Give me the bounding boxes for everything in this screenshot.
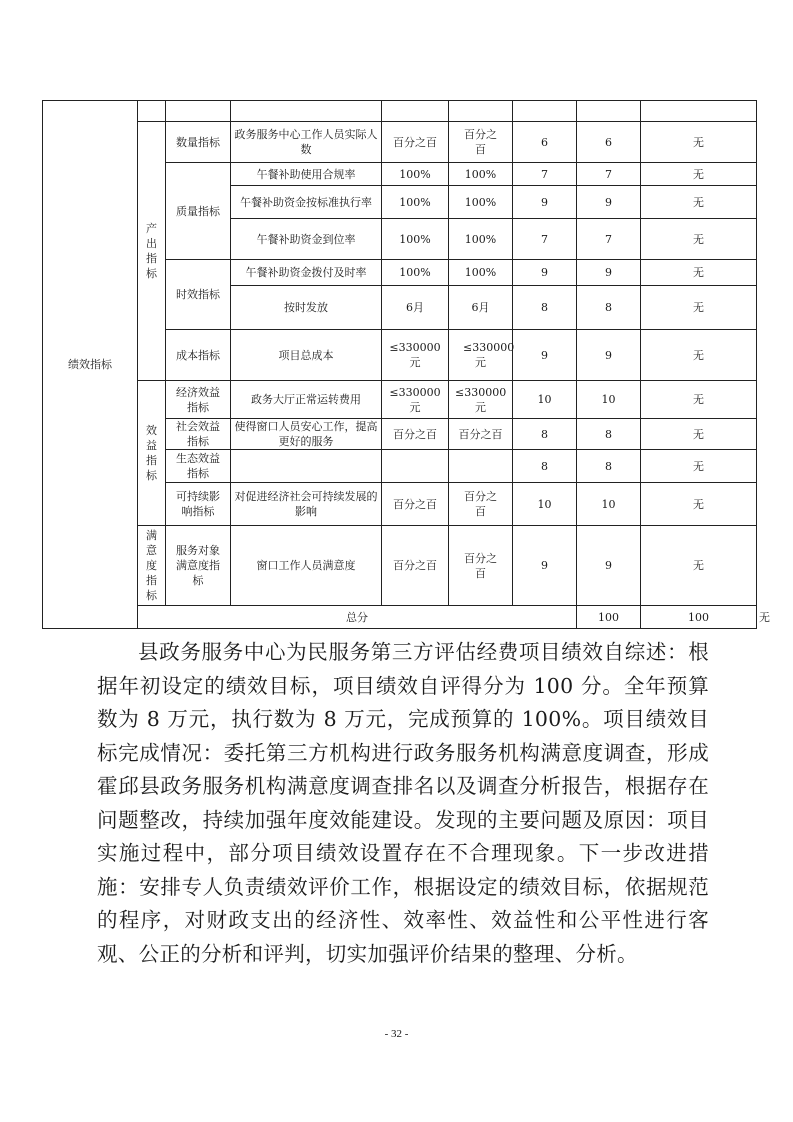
sub-indicator: 可持续影响指标 <box>166 483 231 526</box>
table-row <box>43 381 757 419</box>
target-value: 100% <box>382 219 449 260</box>
empty-cell <box>382 101 449 122</box>
group-benefit: 效益指标 <box>138 381 166 526</box>
score-value: 9 <box>577 330 641 381</box>
actual-value: 100% <box>449 163 513 186</box>
note-value: 无 <box>641 526 757 606</box>
category-cell: 绩效指标 <box>43 101 138 629</box>
summary-paragraph <box>97 636 709 971</box>
score-value: 7 <box>577 219 641 260</box>
actual-value: 百分之百 <box>449 526 513 606</box>
sub-indicator: 时效指标 <box>166 260 231 330</box>
empty-cell <box>138 101 166 122</box>
target-value: ≤330000元 <box>382 381 449 419</box>
indicator-item: 午餐补助使用合规率 <box>231 163 382 186</box>
indicator-item: 使得窗口人员安心工作，提高更好的服务 <box>231 419 382 450</box>
target-value: 百分之百 <box>382 122 449 163</box>
note-value: 无 <box>641 286 757 330</box>
note-value: 无 <box>641 163 757 186</box>
total-score: 100 <box>641 606 757 629</box>
target-value: 100% <box>382 186 449 219</box>
group-output: 产出指标 <box>138 122 166 381</box>
group-satisfaction: 满意度指标 <box>138 526 166 606</box>
weight-value: 10 <box>513 483 577 526</box>
note-value: 无 <box>641 483 757 526</box>
score-value: 9 <box>577 186 641 219</box>
weight-value: 9 <box>513 186 577 219</box>
actual-value: ≤330000元 <box>449 381 513 419</box>
actual-value: 百分之百 <box>449 122 513 163</box>
score-value: 9 <box>577 526 641 606</box>
sub-indicator: 生态效益指标 <box>166 450 231 483</box>
actual-value: 百分之百 <box>449 419 513 450</box>
sub-indicator: 成本指标 <box>166 330 231 381</box>
sub-indicator: 社会效益指标 <box>166 419 231 450</box>
score-value: 8 <box>577 286 641 330</box>
note-value: 无 <box>641 219 757 260</box>
indicator-item: 午餐补助资金按标准执行率 <box>231 186 382 219</box>
empty-cell <box>577 101 641 122</box>
score-value: 7 <box>577 163 641 186</box>
indicator-item: 按时发放 <box>231 286 382 330</box>
indicator-item <box>231 450 382 483</box>
target-value: 100% <box>382 260 449 286</box>
indicator-item: 政务服务中心工作人员实际人数 <box>231 122 382 163</box>
note-value: 无 <box>641 330 757 381</box>
note-value: 无 <box>641 186 757 219</box>
indicator-item: 项目总成本 <box>231 330 382 381</box>
score-value: 8 <box>577 450 641 483</box>
actual-value: 100% <box>449 186 513 219</box>
weight-value: 9 <box>513 260 577 286</box>
target-value: 百分之百 <box>382 483 449 526</box>
note-value: 无 <box>641 450 757 483</box>
table-row <box>43 526 757 606</box>
actual-value <box>449 450 513 483</box>
note-value: 无 <box>641 419 757 450</box>
table-row <box>43 122 757 163</box>
empty-cell <box>513 101 577 122</box>
actual-value: ≤330000元 <box>449 330 513 381</box>
total-row: 总分 100 100 无 <box>43 606 757 629</box>
weight-value: 8 <box>513 286 577 330</box>
weight-value: 7 <box>513 219 577 260</box>
actual-value: 6月 <box>449 286 513 330</box>
empty-cell <box>449 101 513 122</box>
sub-indicator: 经济效益指标 <box>166 381 231 419</box>
indicator-item: 午餐补助资金拨付及时率 <box>231 260 382 286</box>
target-value: 百分之百 <box>382 419 449 450</box>
weight-value: 8 <box>513 419 577 450</box>
total-weight: 100 <box>577 606 641 629</box>
indicator-item: 对促进经济社会可持续发展的影响 <box>231 483 382 526</box>
target-value: 100% <box>382 163 449 186</box>
sub-indicator: 服务对象满意度指标 <box>166 526 231 606</box>
weight-value: 8 <box>513 450 577 483</box>
note-value: 无 <box>641 122 757 163</box>
weight-value: 6 <box>513 122 577 163</box>
empty-cell <box>166 101 231 122</box>
score-value: 8 <box>577 419 641 450</box>
sub-indicator: 数量指标 <box>166 122 231 163</box>
page-number: - 32 - <box>384 1028 409 1040</box>
empty-cell <box>231 101 382 122</box>
indicator-item: 政务大厅正常运转费用 <box>231 381 382 419</box>
target-value <box>382 450 449 483</box>
score-value: 10 <box>577 483 641 526</box>
actual-value: 100% <box>449 260 513 286</box>
score-value: 10 <box>577 381 641 419</box>
note-value: 无 <box>641 260 757 286</box>
actual-value: 100% <box>449 219 513 260</box>
target-value: ≤330000元 <box>382 330 449 381</box>
target-value: 6月 <box>382 286 449 330</box>
table-row <box>43 101 757 122</box>
score-value: 9 <box>577 260 641 286</box>
sub-indicator: 质量指标 <box>166 163 231 260</box>
weight-value: 9 <box>513 526 577 606</box>
empty-cell <box>641 101 757 122</box>
summary-text: 县政务服务中心为民服务第三方评估经费项目绩效自综述：根据年初设定的绩效目标，项目绩效自评得分为 100 分。全年预算数为 8 万元，执行数为 8 万元，完成预算的 100%。项目绩效目标完成情况：委托第三方机构进行政务服务机构满意度调查，形成霍邱县政务服务机构满意度调查排名以及调查分析报告，根据存在问题整改，持续加强年度效能建设。发现的主要问题及原因：项目实施过程中，部分项目绩效设置存在不合理现象。下一步改进措施：安排专人负责绩效评价工作，根据设定的绩效目标，依据规范的程序，对财政支出的经济性、效率性、效益性和公平性进行客观、公正的分析和评判，切实加强评价结果的整理、分析。 <box>97 640 709 966</box>
weight-value: 10 <box>513 381 577 419</box>
total-label: 总分 <box>138 606 577 629</box>
indicator-item: 窗口工作人员满意度 <box>231 526 382 606</box>
performance-indicator-table <box>42 100 770 629</box>
note-value: 无 <box>641 381 757 419</box>
weight-value: 7 <box>513 163 577 186</box>
weight-value: 9 <box>513 330 577 381</box>
target-value: 百分之百 <box>382 526 449 606</box>
indicator-item: 午餐补助资金到位率 <box>231 219 382 260</box>
score-value: 6 <box>577 122 641 163</box>
actual-value: 百分之百 <box>449 483 513 526</box>
